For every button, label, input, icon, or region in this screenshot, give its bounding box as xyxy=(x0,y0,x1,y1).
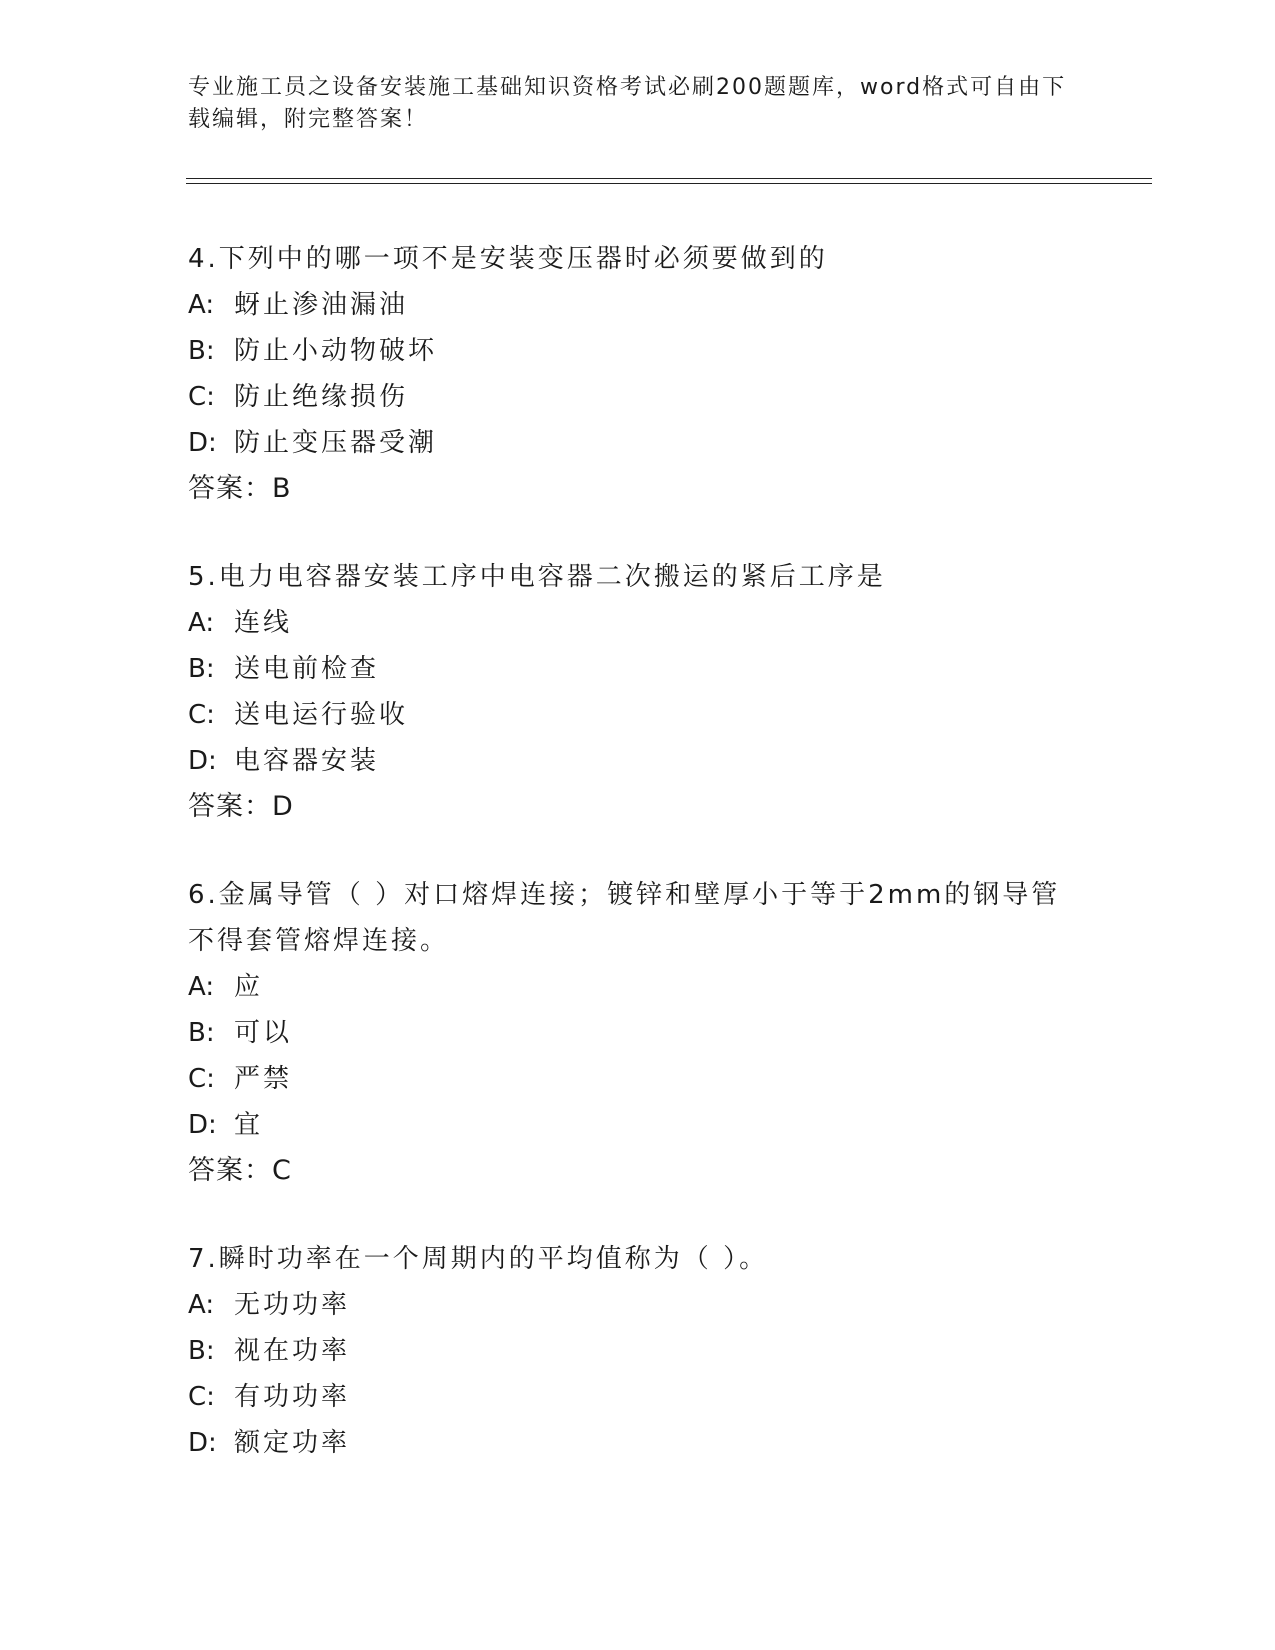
header-rule-bottom xyxy=(186,183,1152,184)
option-letter: B: xyxy=(188,1336,215,1366)
option-c xyxy=(188,692,1088,738)
option-c xyxy=(188,374,1088,420)
option-letter: C: xyxy=(188,1382,215,1412)
question-stem: 4.下列中的哪一项不是安装变压器时必须要做到的 xyxy=(188,244,828,274)
option-a xyxy=(188,964,1088,1010)
option-letter: B: xyxy=(188,1018,215,1048)
option-letter: A: xyxy=(188,290,215,320)
question-list xyxy=(188,236,1088,1508)
answer-line: 答案：C xyxy=(188,1155,292,1186)
option-b xyxy=(188,646,1088,692)
answer-line: 答案：D xyxy=(188,791,294,822)
option-letter: D: xyxy=(188,428,217,458)
option-letter: A: xyxy=(188,608,215,638)
option-letter: B: xyxy=(188,654,215,684)
option-letter: C: xyxy=(188,382,215,412)
question-4 xyxy=(188,236,1088,512)
option-text: 有功功率 xyxy=(234,1382,351,1412)
option-text: 严禁 xyxy=(234,1064,293,1094)
option-b xyxy=(188,1010,1088,1056)
option-a xyxy=(188,1282,1088,1328)
option-d xyxy=(188,420,1088,466)
option-text: 防止小动物破坏 xyxy=(234,336,438,366)
question-7 xyxy=(188,1236,1088,1466)
option-letter: C: xyxy=(188,700,215,730)
option-text: 额定功率 xyxy=(234,1428,351,1458)
document-header: 专业施工员之设备安装施工基础知识资格考试必刷200题题库，word格式可自由下载编辑，附完整答案！ xyxy=(188,75,1067,132)
option-text: 蚜止渗油漏油 xyxy=(234,290,409,320)
option-text: 视在功率 xyxy=(234,1336,351,1366)
answer-line: 答案：B xyxy=(188,473,292,504)
option-text: 应 xyxy=(234,972,264,1002)
question-stem: 7.瞬时功率在一个周期内的平均值称为（ ）。 xyxy=(188,1244,769,1274)
option-b xyxy=(188,1328,1088,1374)
option-text: 可以 xyxy=(234,1018,293,1048)
option-text: 防止绝缘损伤 xyxy=(234,382,409,412)
question-5 xyxy=(188,554,1088,830)
option-letter: D: xyxy=(188,1110,217,1140)
option-text: 送电前检查 xyxy=(234,654,380,684)
option-letter: D: xyxy=(188,1428,217,1458)
header-rule-top xyxy=(186,178,1152,179)
option-a xyxy=(188,282,1088,328)
option-text: 送电运行验收 xyxy=(234,700,409,730)
question-stem: 5.电力电容器安装工序中电容器二次搬运的紧后工序是 xyxy=(188,562,886,592)
option-letter: A: xyxy=(188,972,215,1002)
option-text: 电容器安装 xyxy=(234,746,380,776)
option-text: 无功功率 xyxy=(234,1290,351,1320)
option-c xyxy=(188,1374,1088,1420)
question-stem: 6.金属导管（ ）对口熔焊连接；镀锌和壁厚小于等于2mm的钢导管不得套管熔焊连接。 xyxy=(188,880,1061,956)
option-letter: C: xyxy=(188,1064,215,1094)
question-6 xyxy=(188,872,1088,1194)
option-d xyxy=(188,1102,1088,1148)
option-text: 防止变压器受潮 xyxy=(234,428,438,458)
option-d xyxy=(188,738,1088,784)
option-c xyxy=(188,1056,1088,1102)
option-letter: D: xyxy=(188,746,217,776)
option-text: 宜 xyxy=(234,1110,264,1140)
option-text: 连线 xyxy=(234,608,293,638)
option-d xyxy=(188,1420,1088,1466)
option-a xyxy=(188,600,1088,646)
option-letter: B: xyxy=(188,336,215,366)
option-letter: A: xyxy=(188,1290,215,1320)
option-b xyxy=(188,328,1088,374)
